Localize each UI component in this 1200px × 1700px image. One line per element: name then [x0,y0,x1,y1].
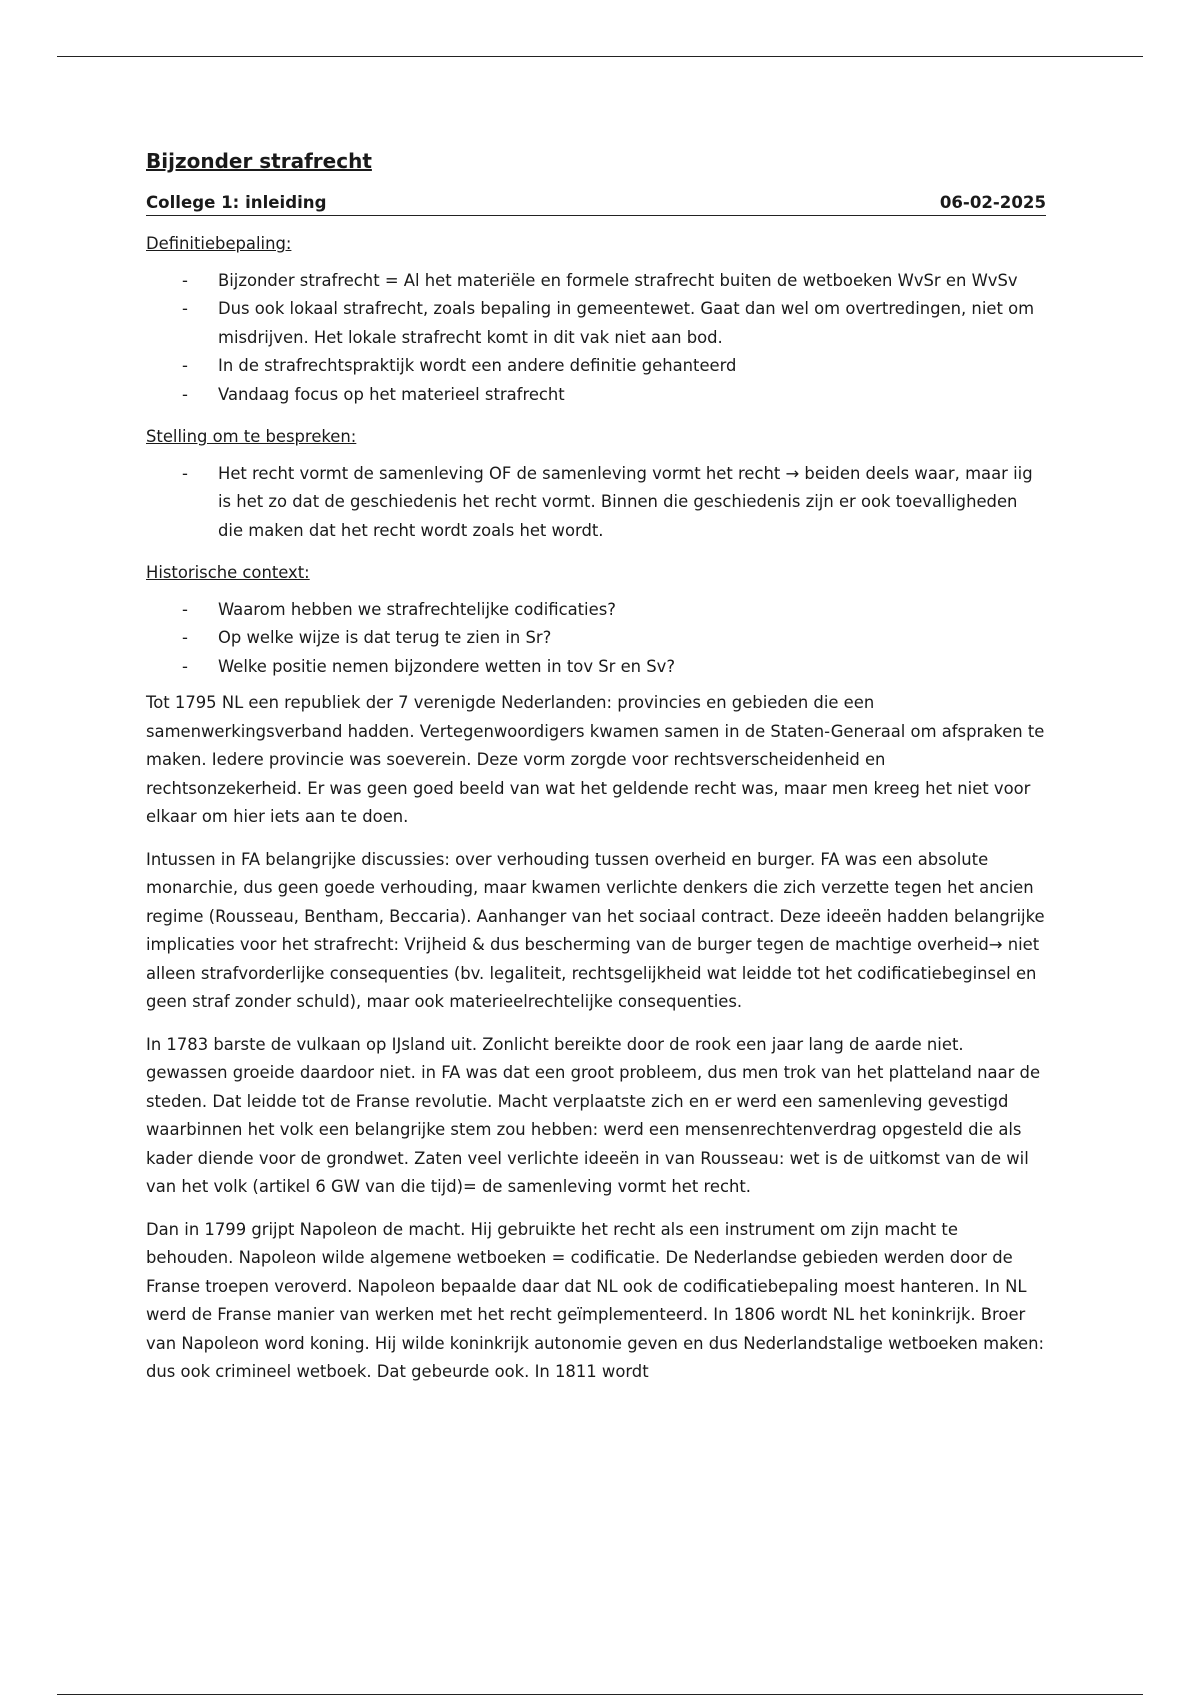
lecture-name: College 1: inleiding [146,193,327,212]
document-page [146,148,1046,1401]
section-heading-definitiebepaling: Definitiebepaling: [146,234,292,253]
section-heading-historische-context: Historische context: [146,563,310,582]
paragraph-verlichting: Intussen in FA belangrijke discussies: over verhouding tussen overheid en burger. FA was een absolute monarchie, dus geen goede verhouding, maar kwamen verlichte denkers die zich verzette tegen het ancien regime (Rousseau, Bentham, Beccaria). Aanhanger van het sociaal contract. Deze ideeën hadden belangrijke implicaties voor het strafrecht: Vrijheid & dus bescherming van de burger tegen de machtige overheid→ niet alleen strafvorderlijke consequenties (bv. legaliteit, rechtsgelijkheid wat leidde tot het codificatiebeginsel en geen straf zonder schuld), maar ook materieelrechtelijke consequenties. [146,849,1045,1011]
list-item: - Dus ook lokaal strafrecht, zoals bepaling in gemeentewet. Gaat dan wel om overtredingen, niet om misdrijven. Het lokale strafrecht komt in dit vak niet aan bod. [146,295,1046,352]
bottom-page-rule [57,1694,1143,1695]
list-item: - Vandaag focus op het materieel strafrecht [146,381,1046,410]
list-item: - Bijzonder strafrecht = Al het materiële en formele strafrecht buiten de wetboeken WvSr en WvSv [146,267,1046,296]
list-stelling [146,460,1046,546]
section-heading-stelling: Stelling om te bespreken: [146,427,357,446]
document-title: Bijzonder strafrecht [146,149,372,173]
list-item: - Welke positie nemen bijzondere wetten in tov Sr en Sv? [146,653,1046,682]
list-item: - Het recht vormt de samenleving OF de samenleving vormt het recht → beiden deels waar, maar iig is het zo dat de geschiedenis het recht vormt. Binnen die geschiedenis zijn er ook toevalligheden die maken dat het recht wordt zoals het wordt. [146,460,1046,546]
list-item: - Waarom hebben we strafrechtelijke codificaties? [146,596,1046,625]
list-item: - Op welke wijze is dat terug te zien in Sr? [146,624,1046,653]
list-historische-context [146,596,1046,682]
lecture-date: 06-02-2025 [939,193,1046,212]
top-page-rule [57,56,1143,57]
lecture-header [146,192,1046,216]
list-item: - In de strafrechtspraktijk wordt een andere definitie gehanteerd [146,352,1046,381]
paragraph-republiek: Tot 1795 NL een republiek der 7 verenigde Nederlanden: provincies en gebieden die een samenwerkingsverband hadden. Vertegenwoordigers kwamen samen in de Staten-Generaal om afspraken te maken. Iedere provincie was soeverein. Deze vorm zorgde voor rechtsverscheidenheid en rechtsonzekerheid. Er was geen goed beeld van wat het geldende recht was, maar men kreeg het niet voor elkaar om hier iets aan te doen. [146,693,1045,826]
list-definitiebepaling [146,267,1046,410]
paragraph-franse-revolutie: In 1783 barste de vulkaan op IJsland uit. Zonlicht bereikte door de rook een jaar lang de aarde niet. gewassen groeide daardoor niet. in FA was dat een groot probleem, dus men trok van het platteland naar de steden. Dat leidde tot de Franse revolutie. Macht verplaatste zich en er werd een samenleving gevestigd waarbinnen het volk een belangrijke stem zou hebben: werd een mensenrechtenverdrag opgesteld die als kader diende voor de grondwet. Zaten veel verlichte ideeën in van Rousseau: wet is de uitkomst van de wil van het volk (artikel 6 GW van die tijd)= de samenleving vormt het recht. [146,1034,1041,1196]
paragraph-napoleon: Dan in 1799 grijpt Napoleon de macht. Hij gebruikte het recht als een instrument om zijn macht te behouden. Napoleon wilde algemene wetboeken = codificatie. De Nederlandse gebieden werden door de Franse troepen veroverd. Napoleon bepaalde daar dat NL ook de codificatiebepaling moest hanteren. In NL werd de Franse manier van werken met het recht geïmplementeerd. In 1806 wordt NL het koninkrijk. Broer van Napoleon word koning. Hij wilde koninkrijk autonomie geven en dus Nederlandstalige wetboeken maken: dus ook crimineel wetboek. Dat gebeurde ook. In 1811 wordt [146,1219,1045,1381]
